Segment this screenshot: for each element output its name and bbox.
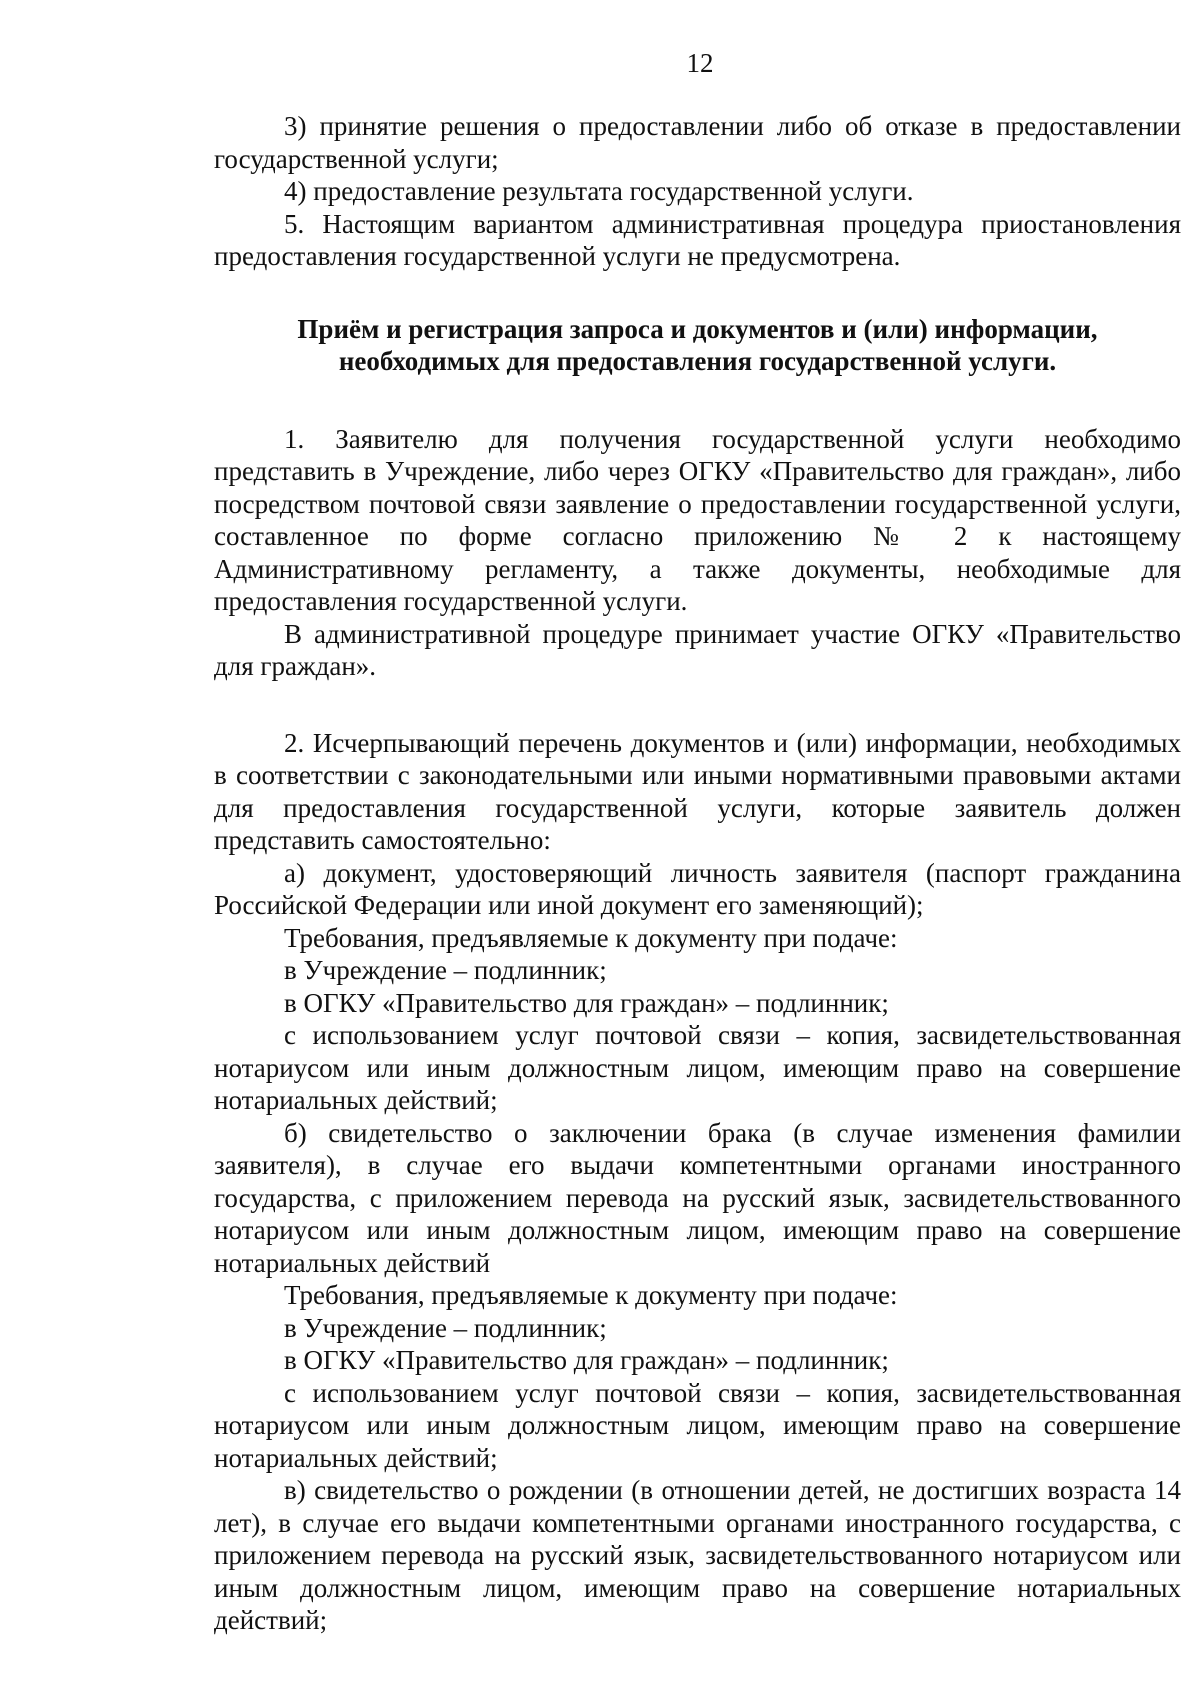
paragraph-2: 2. Исчерпывающий перечень документов и (или) информации, необходимых в соответствии с законодательными или иными нормативными правовыми актами для предоставления государственной услуги, которые заявитель должен представить самостоятельно: [214,727,1181,855]
item-a-requirement-1: в Учреждение – подлинник; [284,955,607,985]
item-a: а) документ, удостоверяющий личность заявителя (паспорт гражданина Российской Федерации или иной документ его заменяющий); [214,857,1181,920]
item-b-requirement-1: в Учреждение – подлинник; [284,1312,607,1343]
paragraph-item-5: 5. Настоящим вариантом административная процедура приостановления предоставления государственной услуги не предусмотрена. [214,208,1181,271]
section-heading-line-1: Приём и регистрация запроса и документов и (или) информации, [297,313,1098,344]
item-b-requirement-3: с использованием услуг почтовой связи – копия, засвидетельствованная нотариусом или иным должностным лицом, имеющим право на совершение нотариальных действий; [214,1377,1181,1473]
item-a-requirement-3: с использованием услуг почтовой связи – копия, засвидетельствованная нотариусом или иным должностным лицом, имеющим право на совершение нотариальных действий; [214,1020,1181,1115]
paragraph-item-3: 3) принятие решения о предоставлении либо об отказе в предоставлении государственной услуги; [214,111,1181,174]
item-v: в) свидетельство о рождении (в отношении детей, не достигших возраста 14 лет), в случае его выдачи компетентными органами иностранного государства, с приложением перевода на русский язык, засвидетельствованного нотариусом или иным должностным лицом, имеющим право на совершение нотариальных действий; [214,1475,1181,1635]
section-heading-line-2: необходимых для предоставления государственной услуги. [338,346,1057,376]
item-b: б) свидетельство о заключении брака (в случае изменения фамилии заявителя), в случае его выдачи компетентными органами иностранного государства, с приложением перевода на русский язык, засвидетельствованного нотариусом или иным должностным лицом, имеющим право на совершение нотариальных действий [214,1117,1181,1278]
page-number: 12 [686,48,714,78]
paragraph-item-4: 4) предоставление результата государственной услуги. [284,176,914,206]
paragraph-1-participation: В административной процедуре принимает участие ОГКУ «Правительство для граждан». [214,618,1181,681]
item-a-requirement-2: в ОГКУ «Правительство для граждан» – подлинник; [284,987,889,1018]
item-b-requirements: Требования, предъявляемые к документу при подаче: [284,1280,898,1310]
paragraph-1: 1. Заявителю для получения государственной услуги необходимо представить в Учреждение, либо через ОГКУ «Правительство для граждан», либо посредством почтовой связи заявление о предоставлении государственной услуги, составленное по форме согласно приложению № 2 к настоящему Административному регламенту, а также документы, необходимые для предоставления государственной услуги. [214,423,1181,616]
section-heading [214,313,1181,378]
item-b-requirement-2: в ОГКУ «Правительство для граждан» – подлинник; [284,1345,889,1375]
item-a-requirements: Требования, предъявляемые к документу при подаче: [284,922,898,953]
document-body [214,110,1181,1637]
